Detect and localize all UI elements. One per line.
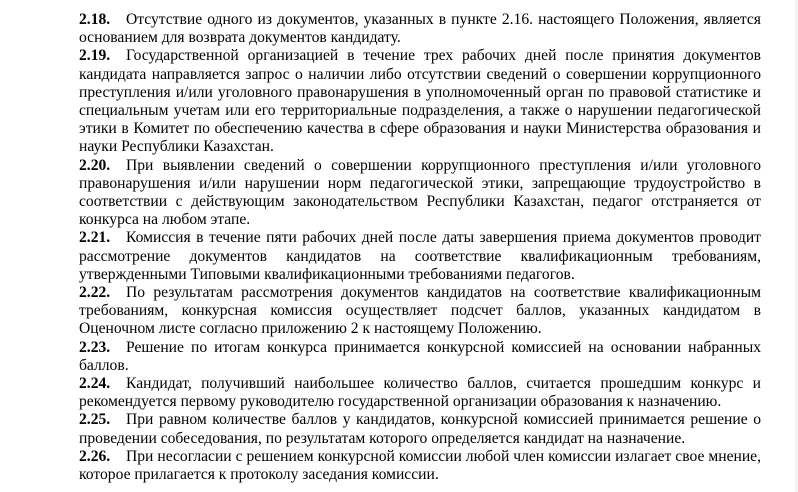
paragraph-text: При выявлении сведений о совершении коррупционного преступления и/или уголовного правонарушения и/или нарушении норм педагогической этики, запрещающие трудоустройство в соответствии с действующим законодательством Республики Казахстан, педагог отстраняется от конкурса на любом этапе.	[79, 156, 761, 229]
paragraph-number: 2.26.	[79, 447, 111, 465]
paragraph-number: 2.20.	[79, 156, 111, 174]
paragraph-2-24	[79, 375, 761, 411]
paragraph-text: При несогласии с решением конкурсной комиссии любой член комиссии излагает свое мнение, которое прилагается к протоколу заседания комиссии.	[79, 447, 761, 484]
paragraph-text: Решение по итогам конкурса принимается конкурсной комиссией на основании набранных баллов.	[79, 338, 761, 374]
paragraph-2-23	[79, 339, 761, 375]
paragraph-2-25	[79, 411, 761, 447]
document-page	[79, 11, 761, 484]
paragraph-text: Кандидат, получивший наибольшее количество баллов, считается прошедшим конкурс и рекомендуется первому руководителю государственной организации образования к назначению.	[79, 375, 761, 411]
paragraph-text: Отсутствие одного из документов, указанных в пункте 2.16. настоящего Положения, является основанием для возврата документов кандидату.	[79, 11, 761, 47]
paragraph-text: При равном количестве баллов у кандидатов, конкурсной комиссией принимается решение о проведении собеседования, по результатам которого определяется кандидат на назначение.	[79, 411, 761, 447]
paragraph-number: 2.23.	[79, 338, 111, 356]
paragraph-number: 2.21.	[79, 229, 111, 247]
paragraph-text: По результатам рассмотрения документов кандидатов на соответствие квалификационным требованиям, конкурсная комиссия осуществляет подсчет баллов, указанных кандидатом в Оценочном листе согласно приложению 2 к настоящему Положению.	[79, 284, 761, 338]
paragraph-number: 2.22.	[79, 284, 111, 302]
paragraph-2-22	[79, 284, 761, 339]
paragraph-number: 2.19.	[79, 47, 111, 65]
paragraph-text: Государственной организацией в течение трех рабочих дней после принятия документов кандидата направляется запрос о наличии либо отсутствии сведений о совершении коррупционного преступления и/или уголовного правонарушения в уполномоченный орган по правовой статистике и специальным учетам или его территориальные подразделения, а также о нарушении педагогической этики в Комитет по обеспечению качества в сфере образования и науки Министерства образования и науки Республики Казахстан.	[79, 47, 761, 156]
paragraph-number: 2.18.	[79, 11, 111, 28]
paragraph-2-19	[79, 47, 761, 156]
paragraph-2-20	[79, 157, 761, 230]
paragraph-number: 2.24.	[79, 375, 111, 393]
paragraph-2-18	[79, 11, 761, 47]
paragraph-number: 2.25.	[79, 411, 111, 429]
paragraph-text: Комиссия в течение пяти рабочих дней после даты завершения приема документов проводит рассмотрение документов кандидатов на соответствие квалификационным требованиям, утвержденными Типовыми квалификационными требованиями педагогов.	[79, 229, 761, 283]
paragraph-2-21	[79, 229, 761, 284]
paragraph-2-26	[79, 448, 761, 484]
